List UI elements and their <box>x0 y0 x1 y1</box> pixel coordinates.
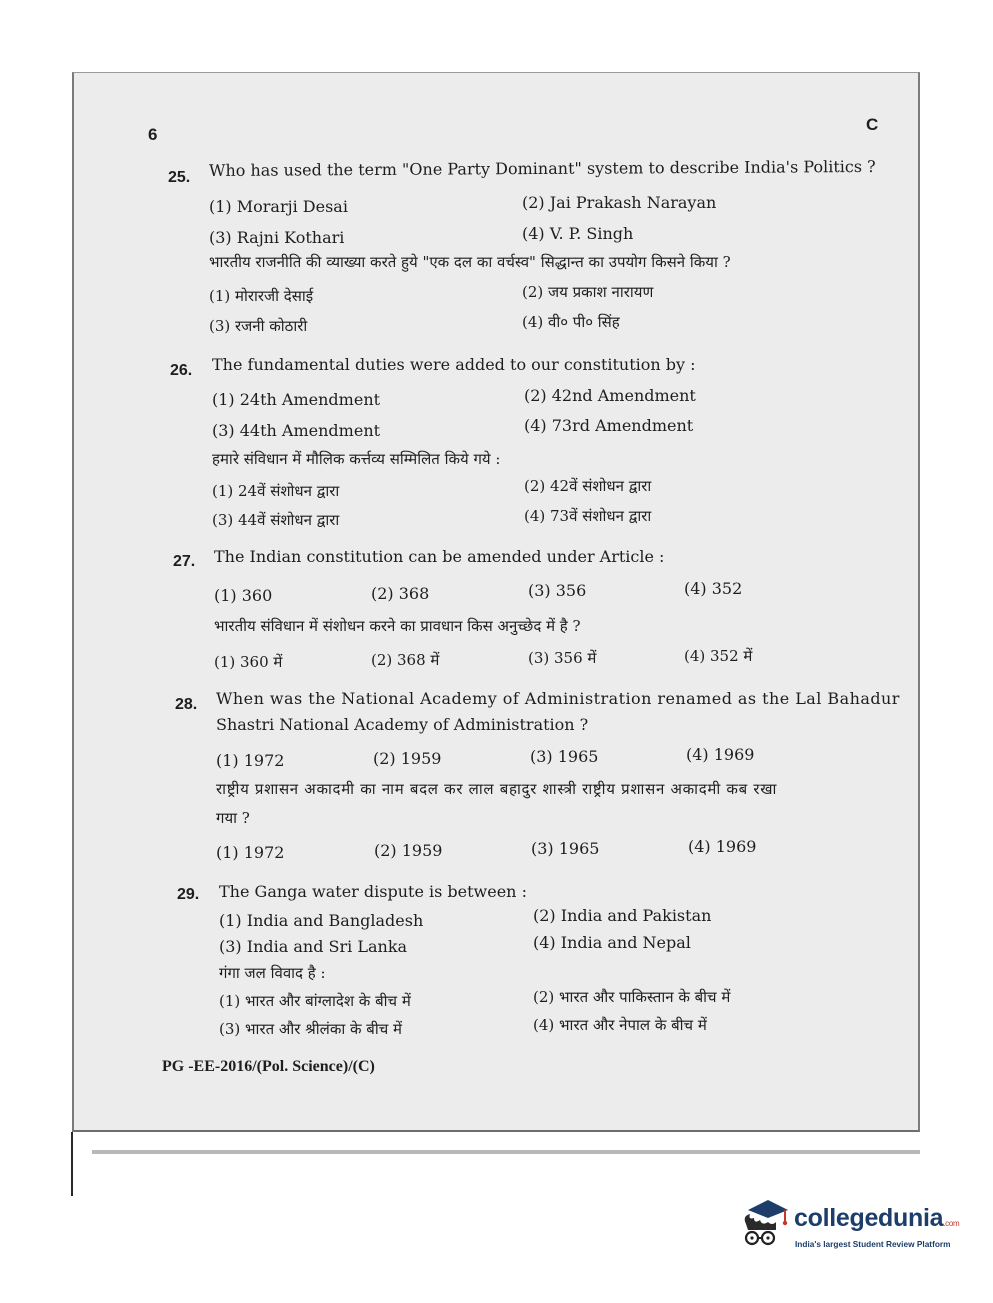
option-hindi: (3) 356 में <box>528 649 597 667</box>
option-hindi: (4) 352 में <box>684 647 753 665</box>
page-shadow <box>92 1150 920 1154</box>
option-hindi: (4) 1969 <box>688 837 757 856</box>
question-text: The Ganga water dispute is between : <box>219 882 527 901</box>
question-text: Who has used the term "One Party Dominant" system to describe India's Politics ? <box>208 156 876 180</box>
option: (2) 1959 <box>373 749 442 768</box>
set-code: C <box>866 115 879 134</box>
question-number: 27. <box>173 553 196 570</box>
option: (3) 1965 <box>530 747 599 766</box>
option: (3) 356 <box>528 581 587 600</box>
question-text-line-1: When was the National Academy of Administration renamed as the Lal Bahadur <box>216 689 900 708</box>
option: (3) 44th Amendment <box>212 421 381 440</box>
question-text-hindi-line-2: गया ? <box>216 809 250 827</box>
option: (2) 368 <box>371 584 430 603</box>
option-hindi: (3) भारत और श्रीलंका के बीच में <box>219 1020 402 1038</box>
option-hindi: (3) 44वें संशोधन द्वारा <box>212 511 340 529</box>
page-number: 6 <box>148 125 158 144</box>
option: (2) 42nd Amendment <box>524 386 696 405</box>
option-hindi: (2) जय प्रकाश नारायण <box>522 283 654 301</box>
scanned-page <box>72 72 920 1132</box>
option: (1) 24th Amendment <box>212 390 381 409</box>
option-hindi: (1) 1972 <box>216 843 285 862</box>
option-hindi: (2) 1959 <box>374 841 443 860</box>
page-footer: PG -EE-2016/(Pol. Science)/(C) <box>162 1058 375 1075</box>
option-hindi: (2) भारत और पाकिस्तान के बीच में <box>533 988 731 1006</box>
option: (4) V. P. Singh <box>522 224 634 243</box>
option: (3) India and Sri Lanka <box>219 937 408 956</box>
option-hindi: (3) 1965 <box>531 839 600 858</box>
option-hindi: (1) मोरारजी देसाई <box>209 287 314 305</box>
option: (1) Morarji Desai <box>209 197 348 216</box>
logo-suffix: .com <box>943 1219 960 1228</box>
option-hindi: (2) 42वें संशोधन द्वारा <box>524 477 652 495</box>
option: (4) 352 <box>684 579 743 598</box>
option-hindi: (1) 24वें संशोधन द्वारा <box>212 482 340 500</box>
option: (1) 360 <box>214 586 273 605</box>
mascot-icon <box>738 1196 794 1256</box>
option: (3) Rajni Kothari <box>209 228 345 247</box>
question-text-hindi: भारतीय राजनीति की व्याख्या करते हुये "एक दल का वर्चस्व" सिद्धान्त का उपयोग किसने किया ? <box>209 253 731 271</box>
option-hindi: (1) 360 में <box>214 653 283 671</box>
question-number: 28. <box>175 696 198 713</box>
option: (4) 73rd Amendment <box>524 416 694 435</box>
question-number: 25. <box>168 169 191 186</box>
option: (2) Jai Prakash Narayan <box>522 193 717 212</box>
option: (4) 1969 <box>686 745 755 764</box>
collegedunia-logo[interactable] <box>738 1196 963 1260</box>
option-hindi: (4) 73वें संशोधन द्वारा <box>524 507 652 525</box>
question-text-hindi-line-1: राष्ट्रीय प्रशासन अकादमी का नाम बदल कर लाल बहादुर शास्त्री राष्ट्रीय प्रशासन अकादमी कब रखा <box>216 780 778 798</box>
option: (4) India and Nepal <box>533 933 691 952</box>
logo-name: collegedunia <box>794 1204 944 1232</box>
option-hindi: (2) 368 में <box>371 651 440 669</box>
question-text-hindi: भारतीय संविधान में संशोधन करने का प्रावधान किस अनुच्छेद में है ? <box>214 617 581 635</box>
question-text: The Indian constitution can be amended under Article : <box>214 547 665 566</box>
question-text-line-2: Shastri National Academy of Administration ? <box>216 715 589 734</box>
option-hindi: (1) भारत और बांग्लादेश के बीच में <box>219 992 411 1010</box>
question-number: 26. <box>170 362 193 379</box>
option-hindi: (3) रजनी कोठारी <box>209 317 308 335</box>
question-text: The fundamental duties were added to our constitution by : <box>212 355 696 374</box>
logo-tagline: India's largest Student Review Platform <box>795 1239 951 1249</box>
option-hindi: (4) वी० पी० सिंह <box>522 313 620 331</box>
question-text-hindi: हमारे संविधान में मौलिक कर्त्तव्य सम्मिलित किये गये : <box>212 450 501 468</box>
option: (2) India and Pakistan <box>533 906 712 925</box>
margin-line <box>71 1132 73 1196</box>
question-number: 29. <box>177 886 200 903</box>
option: (1) India and Bangladesh <box>219 911 424 930</box>
option: (1) 1972 <box>216 751 285 770</box>
question-text-hindi: गंगा जल विवाद है : <box>219 964 326 982</box>
logo-wordmark <box>794 1204 959 1233</box>
option-hindi: (4) भारत और नेपाल के बीच में <box>533 1016 707 1034</box>
